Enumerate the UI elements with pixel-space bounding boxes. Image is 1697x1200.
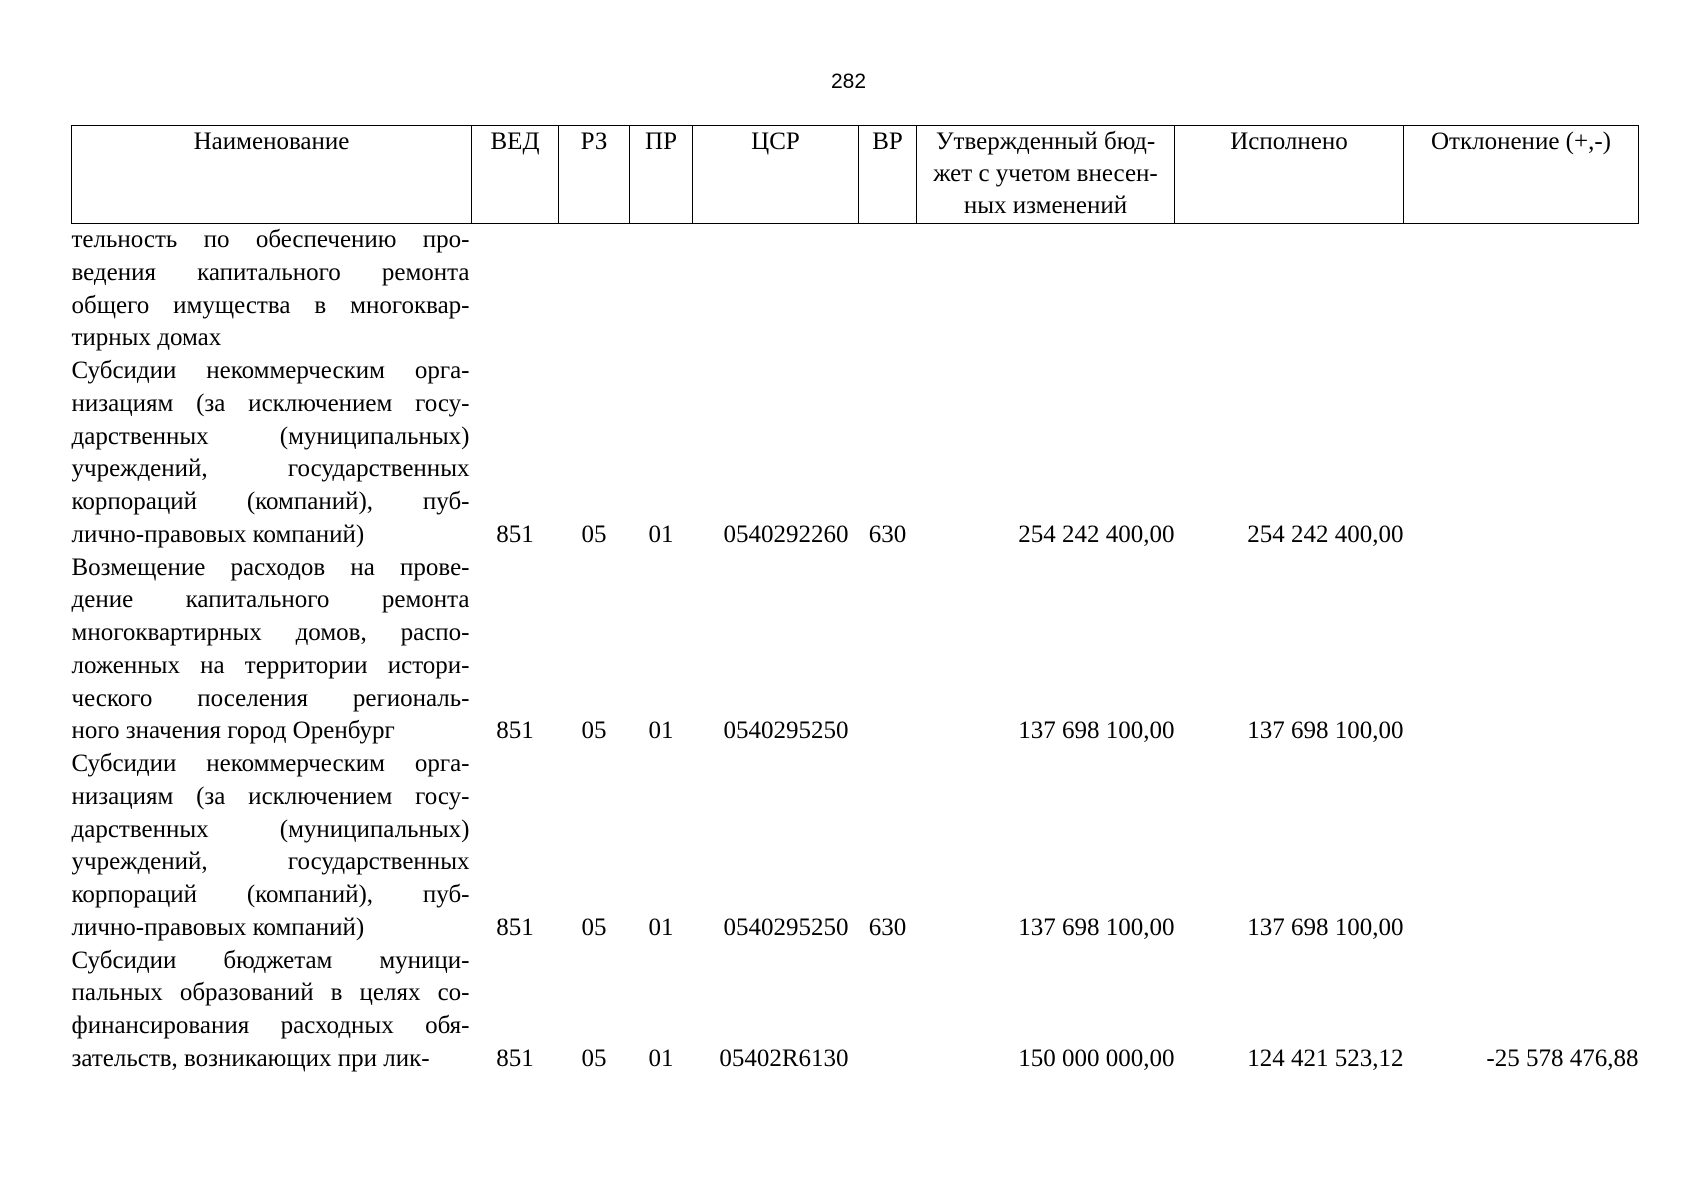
name-line: зательств, возникающих при лик-	[71, 1044, 430, 1072]
cell-deviation: -25 578 476,88	[1486, 1044, 1639, 1072]
header-approved: Утвержденный бюд-жет с учетом внесен-ных изменений	[917, 126, 1175, 224]
name-line: Субсидии бюджетам муници-	[71, 946, 470, 974]
name-line: тирных домах	[71, 324, 222, 352]
cell-pr	[630, 224, 693, 356]
name-line: дарственных (муниципальных)	[71, 422, 470, 450]
cell-rz: 05	[581, 913, 607, 941]
cell-ved	[472, 224, 559, 356]
name-line: общего имущества в многоквар-	[71, 291, 470, 319]
name-line: ложенных на территории истори-	[71, 651, 470, 679]
cell-rz: 05	[581, 520, 607, 548]
cell-executed: 254 242 400,00	[1247, 520, 1404, 548]
cell-vr	[859, 224, 917, 356]
cell-name	[72, 355, 472, 552]
name-line: корпораций (компаний), пуб-	[71, 488, 470, 515]
table-header	[72, 126, 1639, 224]
cell-csr: 05402R6130	[719, 1044, 849, 1072]
cell-name	[72, 748, 472, 945]
name-line: дение капитального ремонта	[71, 586, 470, 614]
cell-csr: 0540292260	[723, 520, 849, 548]
cell-approved: 254 242 400,00	[1018, 520, 1175, 548]
header-rz: РЗ	[559, 126, 630, 224]
cell-deviation	[1404, 224, 1639, 356]
cell-ved: 851	[496, 913, 534, 941]
cell-csr	[693, 224, 859, 356]
header-vr: ВР	[859, 126, 917, 224]
name-line: Субсидии некоммерческим орга-	[71, 357, 470, 384]
table-row	[72, 355, 1639, 552]
table-row	[72, 224, 1639, 356]
header-ved: ВЕД	[472, 126, 559, 224]
cell-pr: 01	[648, 520, 674, 548]
cell-vr	[859, 552, 917, 749]
name-line: Субсидии некоммерческим орга-	[71, 750, 470, 777]
header-csr: ЦСР	[693, 126, 859, 224]
cell-csr: 0540295250	[723, 717, 849, 745]
table-row	[72, 552, 1639, 749]
name-line: низациям (за исключением госу-	[71, 782, 470, 810]
name-line: лично-правовых компаний)	[71, 913, 365, 941]
table-row	[72, 945, 1639, 1076]
name-line: тельность по обеспечению про-	[71, 226, 470, 253]
table-row	[72, 748, 1639, 945]
header-name: Наименование	[72, 126, 472, 224]
name-line: Возмещение расходов на прове-	[71, 553, 470, 581]
cell-rz: 05	[581, 717, 607, 745]
cell-approved: 137 698 100,00	[1018, 717, 1175, 745]
header-deviation: Отклонение (+,-)	[1404, 126, 1639, 224]
cell-executed: 137 698 100,00	[1247, 913, 1404, 941]
cell-approved: 137 698 100,00	[1018, 913, 1175, 941]
cell-vr: 630	[868, 520, 907, 548]
cell-vr: 630	[868, 913, 907, 941]
name-line: учреждений, государственных	[71, 455, 470, 483]
header-pr: ПР	[630, 126, 693, 224]
name-line: корпораций (компаний), пуб-	[71, 881, 470, 908]
cell-deviation	[1404, 552, 1639, 749]
cell-vr	[859, 945, 917, 1076]
cell-ved: 851	[496, 717, 534, 745]
cell-name	[72, 224, 472, 356]
cell-csr: 0540295250	[723, 913, 849, 941]
name-line: низациям (за исключением госу-	[71, 389, 470, 417]
cell-pr: 01	[648, 717, 674, 745]
name-line: учреждений, государственных	[71, 848, 470, 876]
budget-table	[71, 125, 1639, 1076]
cell-pr: 01	[648, 913, 674, 941]
cell-executed: 137 698 100,00	[1247, 717, 1404, 745]
table-body	[72, 224, 1639, 1076]
header-executed: Исполнено	[1175, 126, 1404, 224]
cell-rz: 05	[581, 1044, 607, 1072]
name-line: ного значения город Оренбург	[71, 717, 395, 745]
cell-executed: 124 421 523,12	[1247, 1044, 1404, 1072]
cell-name	[72, 945, 472, 1076]
cell-approved	[917, 224, 1175, 356]
cell-name	[72, 552, 472, 749]
page-number: 282	[830, 70, 867, 93]
cell-deviation	[1404, 748, 1639, 945]
name-line: лично-правовых компаний)	[71, 520, 365, 548]
name-line: ведения капитального ремонта	[71, 258, 470, 286]
cell-ved: 851	[496, 1044, 534, 1072]
name-line: пальных образований в целях со-	[71, 979, 470, 1007]
name-line: финансирования расходных обя-	[71, 1012, 470, 1039]
cell-deviation	[1404, 355, 1639, 552]
name-line: многоквартирных домов, распо-	[71, 619, 470, 646]
cell-executed	[1175, 224, 1404, 356]
name-line: дарственных (муниципальных)	[71, 815, 470, 843]
cell-pr: 01	[648, 1044, 674, 1072]
cell-rz	[559, 224, 630, 356]
cell-ved: 851	[496, 520, 534, 548]
cell-approved: 150 000 000,00	[1018, 1044, 1175, 1072]
name-line: ческого поселения региональ-	[71, 684, 470, 712]
